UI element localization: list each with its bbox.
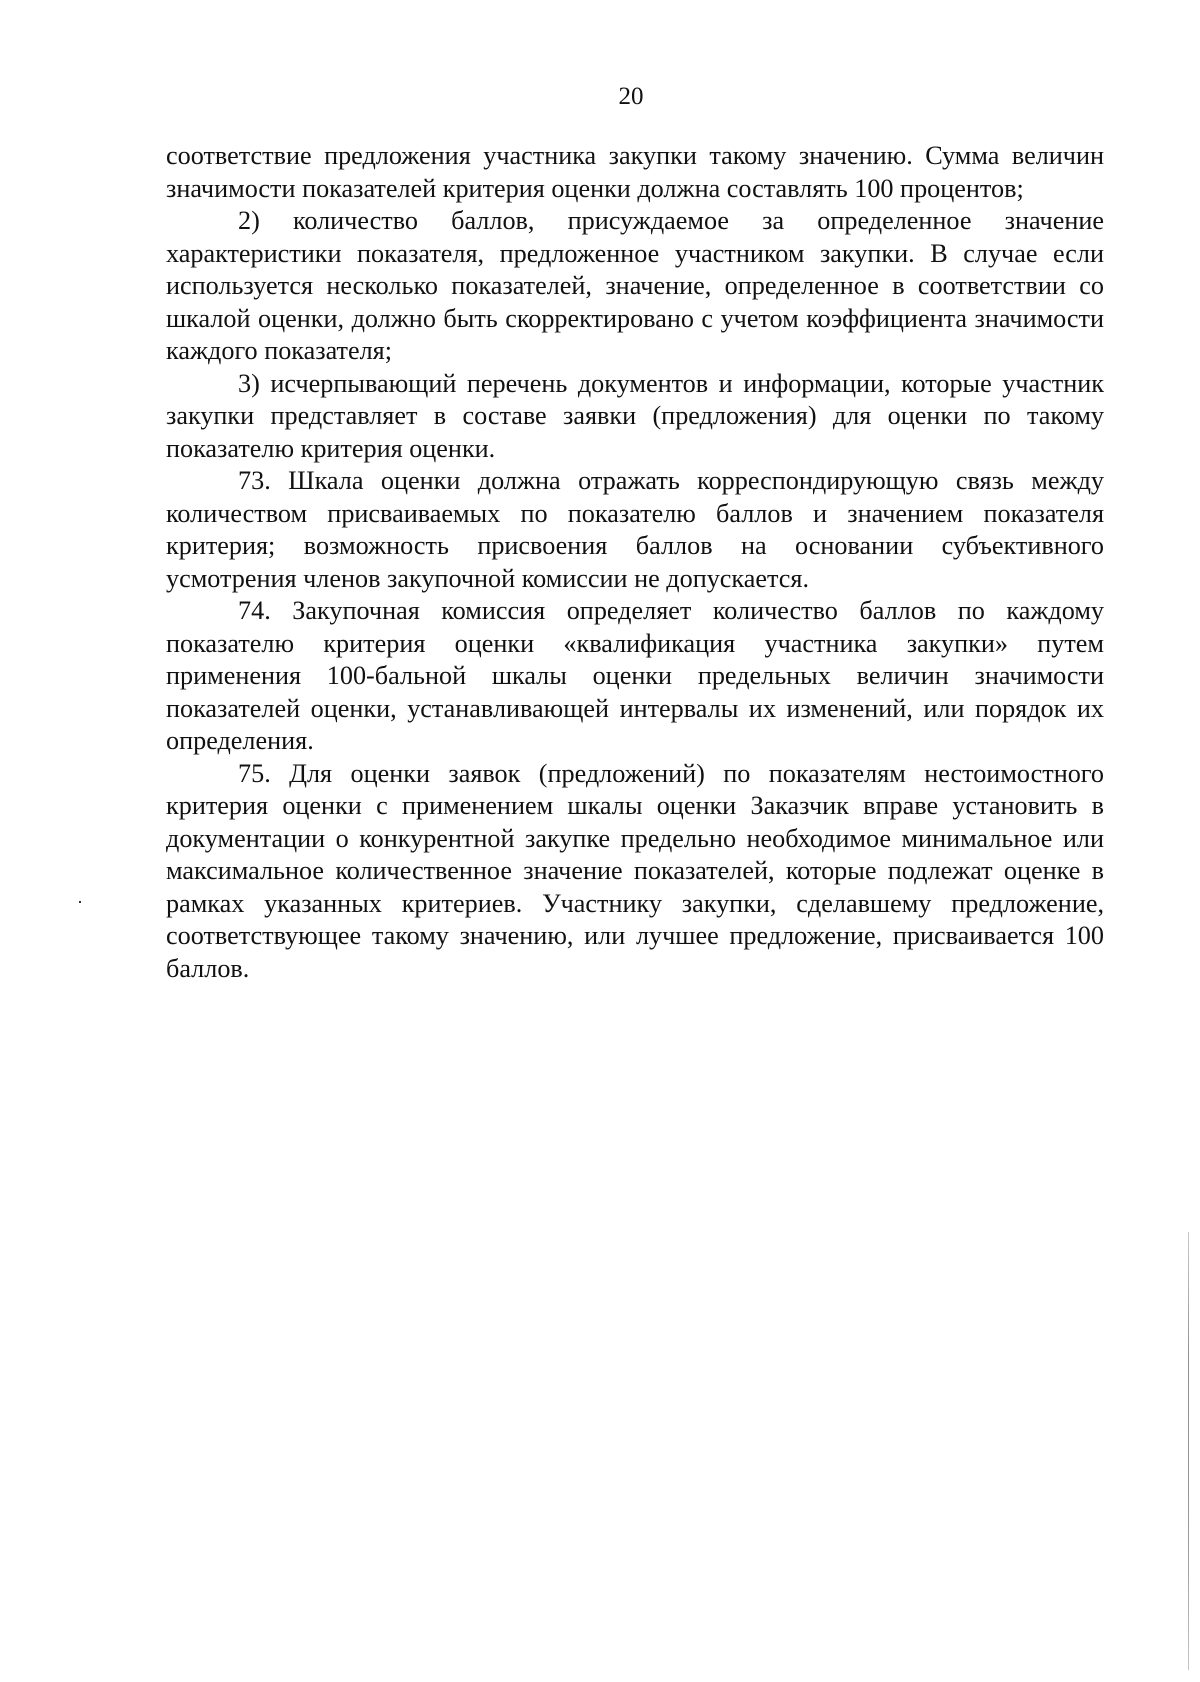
scan-speck bbox=[79, 901, 81, 903]
paragraph-item-2: 2) количество баллов, присуждаемое за определенное значение характеристики показателя, предложенное участником закупки. В случае если используется несколько показателей, значение, определенное в соответствии со шкалой оценки, должно быть скорректировано с учетом коэффициента значимости каждого показателя; bbox=[166, 206, 1104, 365]
paragraph-75: 75. Для оценки заявок (предложений) по показателям нестоимостного критерия оценки с применением шкалы оценки Заказчик вправе установить в документации о конкурентной закупке предельно необходимое минимальное или максимальное количественное значение показателей, которые подлежат оценке в рамках указанных критериев. Участнику закупки, сделавшему предложение, соответствующее такому значению, или лучшее предложение, присваивается 100 баллов. bbox=[166, 758, 1104, 983]
page-number: 20 bbox=[618, 83, 644, 110]
paragraph-73: 73. Шкала оценки должна отражать корреспондирующую связь между количеством присваиваемых по показателю баллов и значением показателя критерия; возможность присвоения баллов на основании субъективного усмотрения членов закупочной комиссии не допускается. bbox=[166, 466, 1104, 593]
paragraph-74: 74. Закупочная комиссия определяет количество баллов по каждому показателю критерия оценки «квалификация участника закупки» путем применения 100-бальной шкалы оценки предельных величин значимости показателей оценки, устанавливающей интервалы их изменений, или порядок их определения. bbox=[166, 596, 1104, 755]
paragraph-continuation: соответствие предложения участника закупки такому значению. Сумма величин значимости показателей критерия оценки должна составлять 100 процентов; bbox=[166, 141, 1104, 203]
scan-edge-line bbox=[1188, 1232, 1189, 1670]
document-body bbox=[166, 140, 1104, 985]
paragraph-item-3: 3) исчерпывающий перечень документов и информации, которые участник закупки представляет в составе заявки (предложения) для оценки по такому показателю критерия оценки. bbox=[166, 368, 1104, 463]
